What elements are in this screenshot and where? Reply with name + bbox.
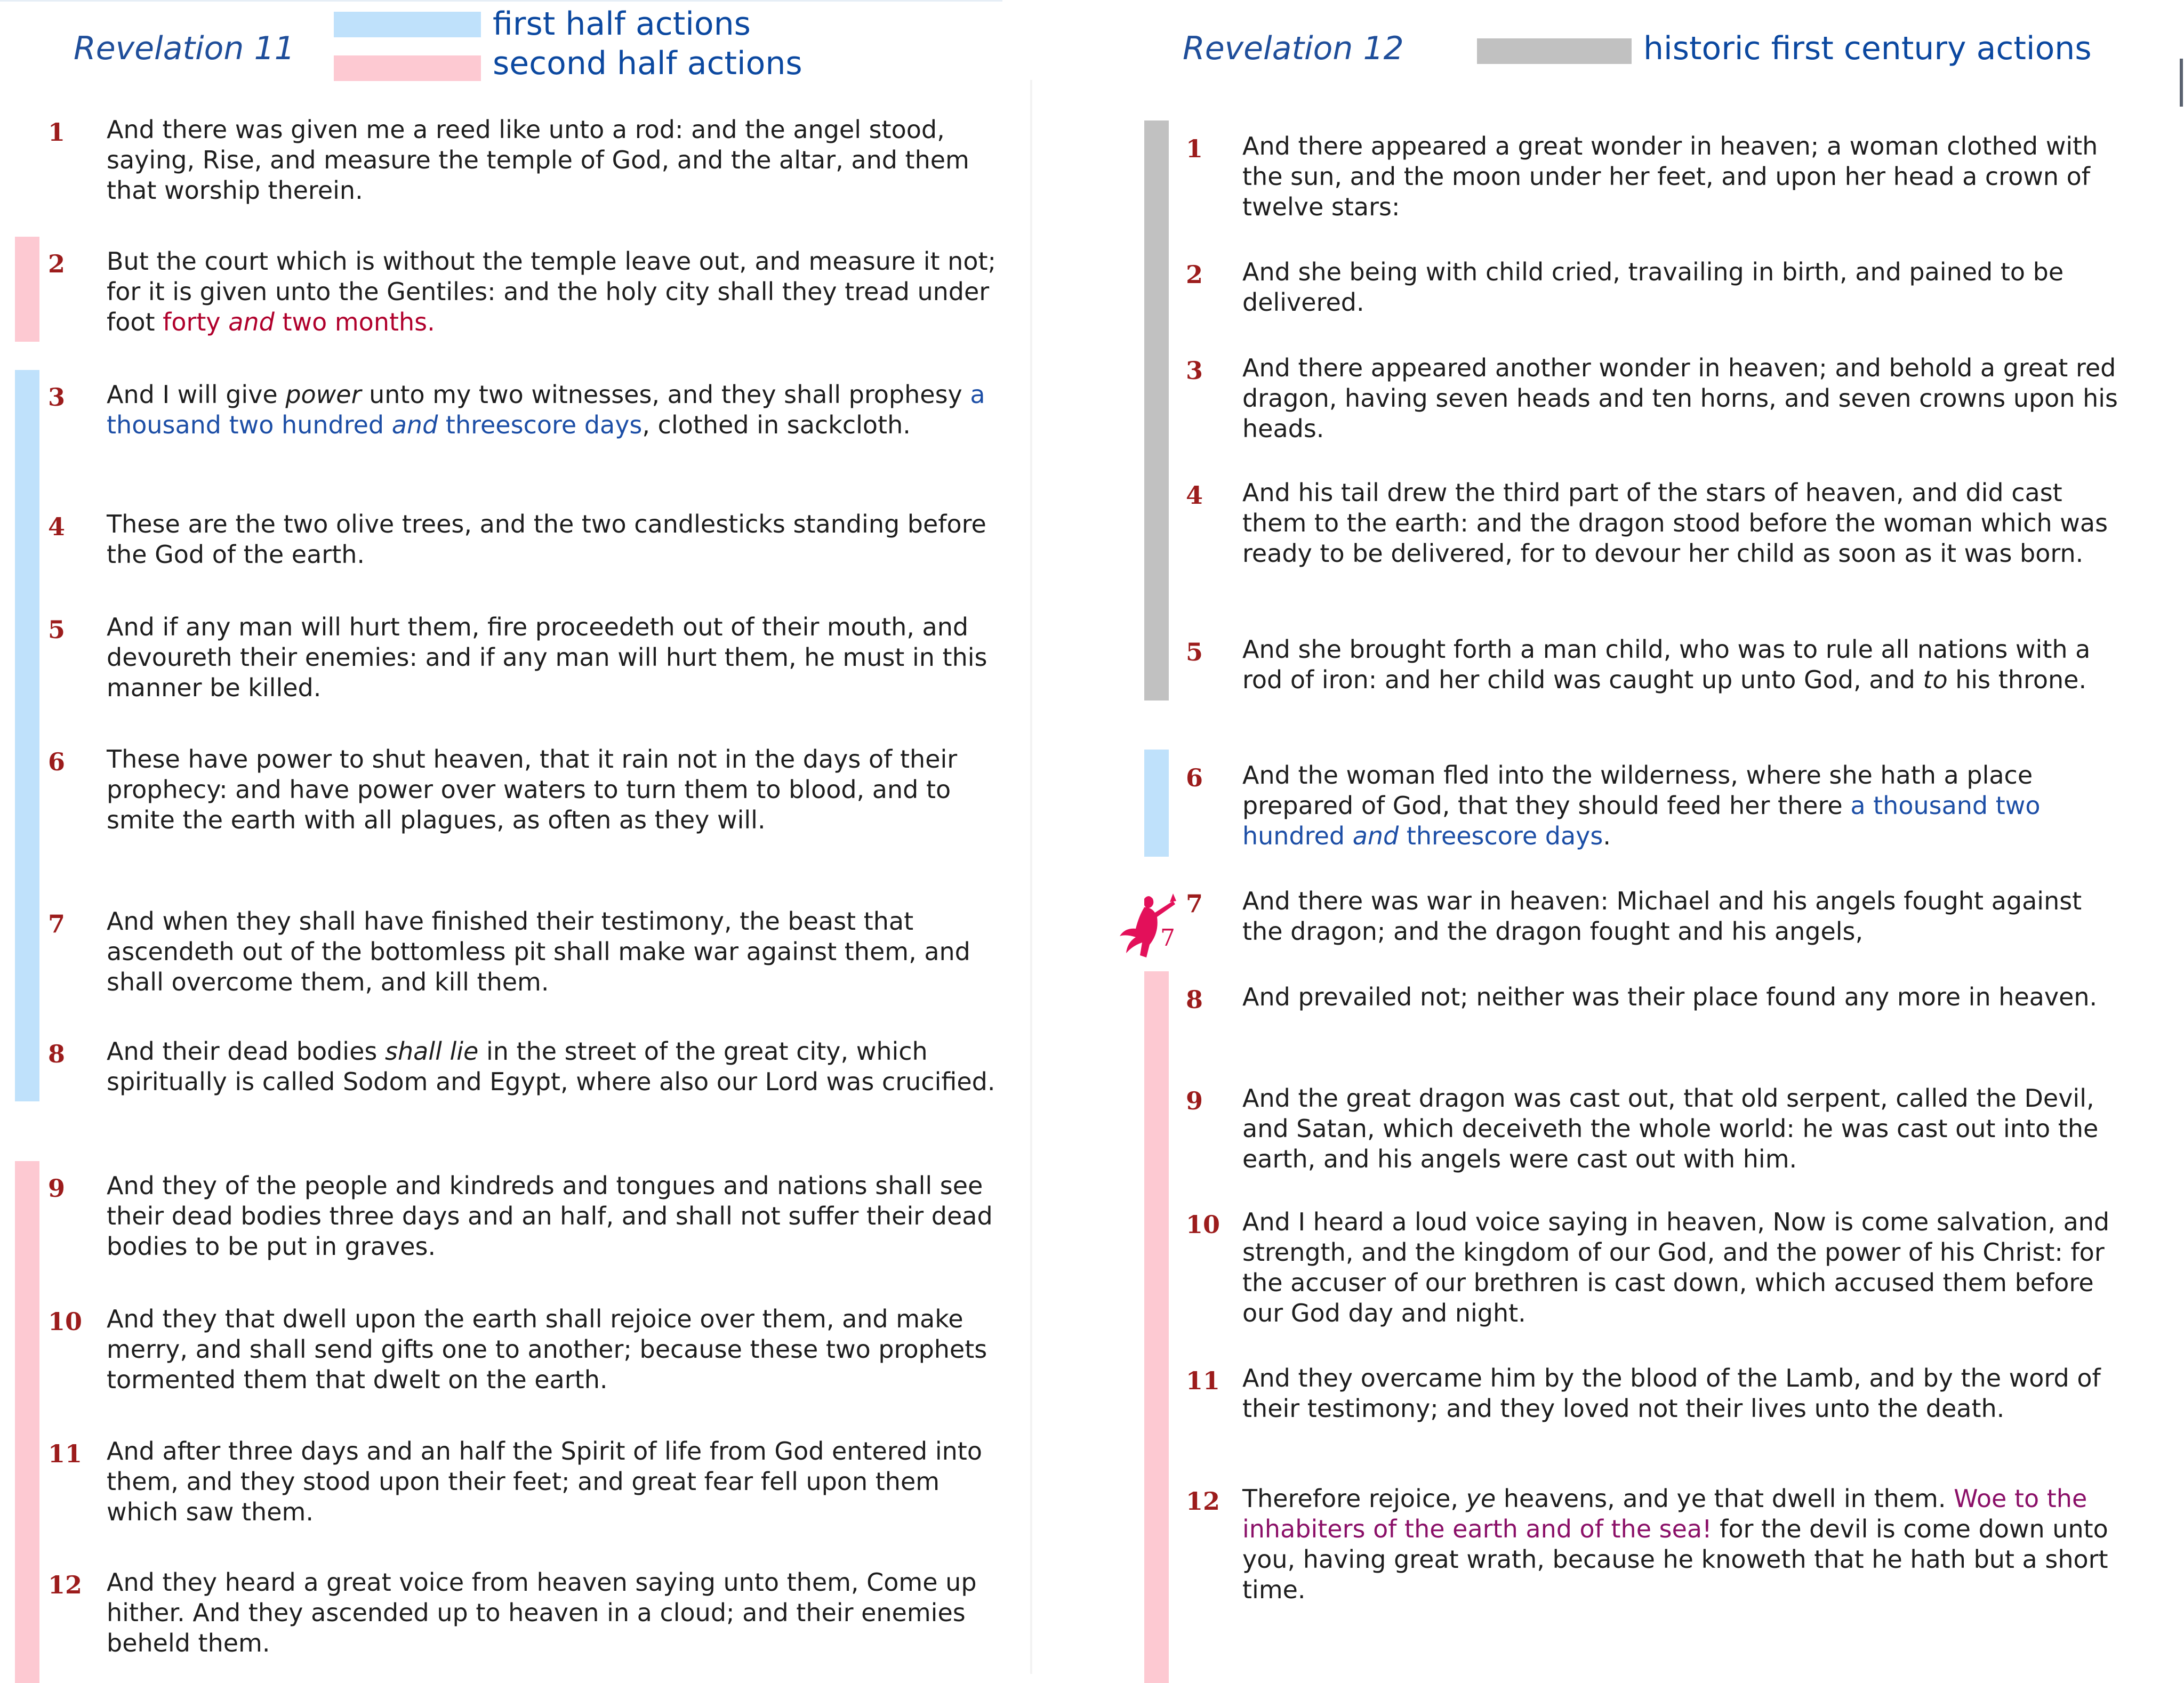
left-verse-text: And they that dwell upon the earth shall rejoice over them, and make merry, and shall send gifts one to another; because these two prophets tormented them that dwelt on the earth. [107, 1304, 987, 1394]
top-edge-line [0, 0, 1002, 2]
right-verse-text: And there appeared another wonder in heaven; and behold a great red dragon, having seven heads and ten horns, and seven crowns upon his heads. [1242, 353, 2118, 443]
first-half-legend-label: first half actions [493, 5, 751, 43]
left-verse-number: 2 [48, 249, 66, 278]
left-verse-text: And there was given me a reed like unto a rod: and the angel stood, saying, Rise, and measure the temple of God, and the altar, and them that worship therein. [107, 115, 969, 205]
historic-swatch [1477, 38, 1632, 64]
left-verse-text: And when they shall have finished their testimony, the beast that ascendeth out of the bottomless pit shall make war against them, and shall overcome them, and kill them. [107, 907, 970, 996]
angel-number-label: 7 [1160, 924, 1175, 952]
left-verse-number: 5 [48, 615, 66, 644]
right-verse-number: 5 [1186, 638, 1203, 666]
right-verse-number: 6 [1186, 763, 1203, 792]
left-verse-text: And if any man will hurt them, fire proceedeth out of their mouth, and devoureth their enemies: and if any man will hurt them, he must in this manner be killed. [107, 613, 987, 702]
right-chapter-title: Revelation 12 [1183, 30, 1404, 67]
second-half-legend-label: second half actions [493, 45, 802, 82]
right-verse-number: 2 [1186, 260, 1203, 289]
left-verse-number: 8 [48, 1040, 66, 1068]
left-verse-number: 11 [48, 1439, 83, 1468]
right-pink-range-bar [1144, 971, 1169, 1683]
right-edge-line [2180, 59, 2183, 107]
right-verse-text: And prevailed not; neither was their place found any more in heaven. [1242, 983, 2098, 1011]
right-verse-number: 10 [1186, 1210, 1221, 1239]
right-verse-number: 11 [1186, 1366, 1221, 1395]
left-verse-number: 1 [48, 118, 66, 147]
right-gray-range-bar [1144, 120, 1169, 700]
right-verse-text: And there was war in heaven: Michael and his angels fought against the dragon; and the dragon fought and his angels, [1242, 887, 2082, 946]
left-verse-text: And I will give power unto my two witnesses, and they shall prophesy a thousand two hundred and threescore days, clothed in sackcloth. [107, 380, 985, 439]
historic-legend-label: historic first century actions [1643, 30, 2092, 67]
left-pink-range-bar [15, 237, 39, 342]
left-verse-number: 9 [48, 1174, 66, 1203]
right-verse-number: 1 [1186, 134, 1203, 163]
left-verse-text: These are the two olive trees, and the two candlesticks standing before the God of the earth. [107, 510, 986, 569]
left-verse-text: And they of the people and kindreds and tongues and nations shall see their dead bodies three days and an half, and shall not suffer their dead bodies to be put in graves. [107, 1171, 993, 1261]
column-divider [1030, 80, 1032, 1674]
left-chapter-title: Revelation 11 [74, 30, 295, 67]
right-verse-number: 8 [1186, 985, 1203, 1014]
right-verse-number: 12 [1186, 1487, 1221, 1516]
right-verse-text: And I heard a loud voice saying in heaven, Now is come salvation, and strength, and the kingdom of our God, and the power of his Christ: for the accuser of our brethren is cast down, which accused them before our God day and night. [1242, 1207, 2110, 1327]
right-verse-text: And his tail drew the third part of the stars of heaven, and did cast them to the earth: and the dragon stood before the woman which was ready to be delivered, for to devour her child as soon as it was born. [1242, 478, 2108, 568]
left-verse-number: 7 [48, 909, 66, 938]
left-blue-range-bar [15, 370, 39, 1101]
left-verse-text: But the court which is without the temple leave out, and measure it not; for it is given unto the Gentiles: and the holy city shall they tread under foot forty and two months. [107, 247, 997, 336]
right-verse-number: 9 [1186, 1086, 1203, 1115]
right-verse-number: 4 [1186, 481, 1203, 510]
right-verse-text: And she being with child cried, travailing in birth, and pained to be delivered. [1242, 257, 2064, 317]
right-verse-text: Therefore rejoice, ye heavens, and ye that dwell in them. Woe to the inhabiters of the earth and of the sea! for the devil is come down unto you, having great wrath, because he knoweth that he hath but a short time. [1242, 1484, 2108, 1604]
right-verse-text: And the great dragon was cast out, that old serpent, called the Devil, and Satan, which deceiveth the whole world: he was cast out into the earth, and his angels were cast out with him. [1242, 1084, 2099, 1173]
right-verse-text: And the woman fled into the wilderness, where she hath a place prepared of God, that they should feed her there a thousand two hundred and threescore days. [1242, 761, 2041, 850]
right-verse-number: 7 [1186, 889, 1203, 918]
left-verse-number: 12 [48, 1571, 83, 1599]
right-blue-range-bar [1144, 750, 1169, 857]
left-verse-text: And after three days and an half the Spirit of life from God entered into them, and they stood upon their feet; and great fear fell upon them which saw them. [107, 1437, 982, 1526]
left-verse-text: And they heard a great voice from heaven saying unto them, Come up hither. And they ascended up to heaven in a cloud; and their enemies beheld them. [107, 1568, 977, 1657]
first-half-swatch [334, 12, 481, 37]
right-verse-text: And there appeared a great wonder in heaven; a woman clothed with the sun, and the moon under her feet, and upon her head a crown of twelve stars: [1242, 132, 2098, 221]
right-verse-text: And she brought forth a man child, who was to rule all nations with a rod of iron: and her child was caught up unto God, and to his throne. [1242, 635, 2091, 694]
left-pink-range-bar [15, 1161, 39, 1683]
left-verse-number: 10 [48, 1307, 83, 1336]
second-half-swatch [334, 55, 481, 81]
left-verse-number: 3 [48, 383, 66, 412]
left-verse-text: And their dead bodies shall lie in the street of the great city, which spiritually is called Sodom and Egypt, where also our Lord was crucified. [107, 1037, 995, 1096]
left-verse-text: These have power to shut heaven, that it rain not in the days of their prophecy: and have power over waters to turn them to blood, and to smite the earth with all plagues, as often as they will. [107, 745, 958, 834]
right-verse-number: 3 [1186, 356, 1203, 385]
left-verse-number: 4 [48, 512, 66, 541]
right-verse-text: And they overcame him by the blood of the Lamb, and by the word of their testimony; and they loved not their lives unto the death. [1242, 1364, 2101, 1423]
left-verse-number: 6 [48, 747, 66, 776]
